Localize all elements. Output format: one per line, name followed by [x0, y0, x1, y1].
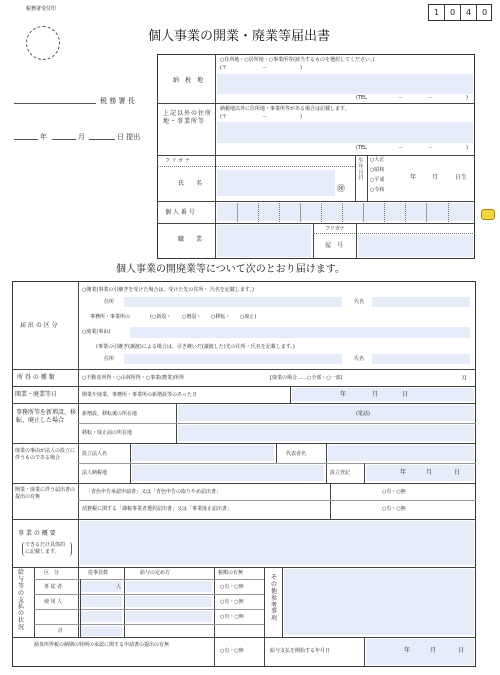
withholding-yes-no[interactable]: ○有・○無 — [220, 648, 244, 654]
other-notes-label: その他参考事項 — [270, 574, 277, 623]
form-title: 個人事業の開業・廃業等届出書 — [148, 29, 331, 44]
salary-row-family: 専 従 者 — [44, 584, 63, 590]
salary-col-tax: 税額の有無 — [218, 570, 244, 576]
old-place-label: 移転・廃止前の所在地 — [82, 430, 133, 436]
successor-name-input[interactable] — [372, 297, 470, 307]
tax-place-option: ○住所地・○居所地・○事業所等(該当するものを選択してください。) — [220, 57, 375, 63]
new-place-label: 新増設、移転後の所在地 — [82, 411, 138, 417]
salary-col-count: 従事員数 — [88, 570, 109, 576]
open-year-label: 年 — [340, 391, 347, 398]
open-option[interactable]: ○開業(事業の引継ぎを受けた場合は、受けた先の住所・ 氏名を記載します。) — [82, 287, 254, 293]
corp-place-label: 法人納税地 — [82, 470, 108, 476]
tel-dash: － — [428, 95, 434, 101]
form-digit: 0 — [482, 8, 488, 17]
transferee-name-input[interactable] — [372, 354, 470, 364]
income-close-note[interactable]: [廃業の場合……○全部・○一部( — [270, 375, 343, 381]
tel-close: ) — [466, 95, 468, 101]
business-summary-input[interactable] — [80, 521, 474, 565]
salary-label: 給与等の支払の状況 — [17, 569, 24, 632]
phone-label: (電話) — [356, 411, 370, 417]
id-number-label: 個 人 番 号 — [165, 209, 195, 216]
consumption-yes-no[interactable]: ○有・○無 — [382, 506, 406, 512]
salary-row-employee: 使 用 人 — [44, 599, 63, 605]
reg-day-label: 日 — [454, 469, 461, 476]
business-summary-label: 事 業 の 概 要 — [18, 530, 56, 537]
stamp-label: 税務署受付印 — [26, 6, 57, 12]
corp-place-input[interactable] — [132, 465, 324, 481]
open-month-label: 月 — [372, 391, 379, 398]
start-month-label: 月 — [430, 647, 437, 654]
total-count-input[interactable] — [80, 626, 122, 636]
occupation-input[interactable] — [217, 225, 311, 257]
comment-icon[interactable] — [481, 209, 495, 220]
birth-label: 生年月日 — [358, 158, 364, 182]
open-date-label: 開業・廃業等日 — [15, 391, 58, 398]
corp-name-label: 設立法人名 — [82, 451, 108, 457]
start-year-label: 年 — [404, 647, 411, 654]
close-note: (事業の引継ぎ(譲渡)による場合は、引き継いだ(譲渡した)先の住所・氏名を記載します。) — [96, 344, 295, 350]
office-option-new[interactable]: (○新設・ — [150, 314, 172, 320]
name-input[interactable] — [217, 170, 335, 196]
form-digit: 4 — [466, 8, 472, 17]
tax-place-label: 納 税 地 — [173, 77, 204, 84]
old-place-input[interactable] — [178, 425, 474, 441]
seal-mark: ㊞ — [337, 184, 345, 193]
submit-day-label: 日 提出 — [117, 133, 141, 141]
submit-month-label: 月 — [78, 133, 85, 141]
tel-dash: － — [398, 145, 404, 151]
business-summary-note: できるだけ具体的に記載します。 — [22, 542, 72, 556]
rep-name-label: 代表者名 — [286, 451, 307, 457]
stamp-circle — [26, 26, 60, 60]
open-day-label: 日 — [402, 391, 409, 398]
name-label: 氏名 — [354, 299, 365, 305]
office-change-label: 事務所等を新増設、移転、廃止した場合 — [16, 409, 77, 425]
salary-start-label: 給与支払を開始する年月日 — [270, 648, 331, 654]
consumption-tax-text: 消費税に関する「課税事業者選択届出書」又は「事業廃止届出書」 — [82, 506, 233, 512]
postal-close: ) — [300, 65, 302, 71]
income-type-options[interactable]: ○不動産所得・○山林所得・○事業(農業)所得 — [82, 375, 184, 381]
tax-office-suffix: 税 務 署 長 — [100, 97, 135, 105]
postal-prefix: (〒 — [220, 114, 227, 120]
successor-address-input[interactable] — [124, 297, 342, 307]
extra-method-input[interactable] — [126, 611, 212, 622]
extra-tax-yes-no[interactable]: ○有・○無 — [220, 614, 244, 620]
form-number-box — [428, 4, 492, 21]
birth-year-label: 年 — [410, 174, 417, 181]
salary-col-category: 区 分 — [44, 570, 60, 576]
employee-method-input[interactable] — [126, 596, 212, 607]
reg-month-label: 月 — [426, 469, 433, 476]
address-label: 住所 — [104, 299, 115, 305]
postal-close: ) — [300, 114, 302, 120]
postal-prefix: (〒 — [220, 65, 227, 71]
tel-label: (TEL — [356, 145, 367, 151]
corp-name-input[interactable] — [132, 445, 274, 461]
extra-count-input[interactable] — [80, 611, 122, 622]
furigana-label: フリガナ — [325, 226, 345, 232]
reg-label: 設立登記 — [330, 470, 351, 476]
count-unit: 人 — [116, 584, 122, 590]
office-option-add[interactable]: ○増設・ — [182, 314, 202, 320]
corporation-label: 廃業の事由が法人の設立に伴うものである場合 — [15, 448, 76, 461]
postal-dash: － — [262, 114, 268, 120]
transferee-address-input[interactable] — [124, 354, 342, 364]
other-notes-input[interactable] — [284, 569, 474, 635]
blue-return-text: 「青色申告承認申請書」又は「青色申告の取りやめ届出書」 — [86, 489, 222, 495]
category-label: 届 出 の 区 分 — [20, 322, 58, 329]
era-option[interactable]: ○昭和 — [370, 167, 385, 173]
other-address-label: 上記以外の住所地・事業所等 — [163, 110, 213, 126]
other-address-input[interactable] — [217, 122, 473, 143]
declaration-text: 個人事業の開廃業等について次のとおり届けます。 — [116, 264, 345, 275]
reg-year-label: 年 — [400, 469, 407, 476]
office-option-close[interactable]: ○廃止) — [240, 314, 257, 320]
tel-dash: － — [428, 145, 434, 151]
tax-filings-label: 開業・廃業に伴う届出書の提出の有無 — [15, 487, 76, 500]
open-date-input[interactable] — [292, 388, 474, 401]
occupation-label: 職 業 — [178, 236, 203, 243]
tel-close: ) — [466, 145, 468, 151]
open-date-desc: 開業や廃業、事務所・事業所の新増設等のあった日 — [82, 392, 197, 398]
tel-label: (TEL — [356, 95, 367, 101]
rep-name-input[interactable] — [328, 445, 474, 461]
salary-col-method: 給与の定め方 — [140, 570, 171, 576]
era-option[interactable]: ○平成 — [370, 177, 385, 183]
employee-tax-yes-no[interactable]: ○有・○無 — [220, 599, 244, 605]
start-day-label: 日 — [458, 647, 465, 654]
withholding-label: 源泉所得税の納期の特例の承認に関する申請書の提出の有無 — [34, 642, 170, 648]
close-reason-input[interactable] — [130, 327, 470, 338]
era-option[interactable]: ○大正 — [370, 157, 385, 163]
name-label: 氏 名 — [178, 180, 203, 187]
family-tax-yes-no[interactable]: ○有・○無 — [220, 584, 244, 590]
office-option-move[interactable]: ○移転・ — [211, 314, 231, 320]
shop-name-label: 屋 号 — [325, 242, 344, 249]
blue-return-yes-no[interactable]: ○有・○無 — [382, 489, 406, 495]
income-type-label: 所 得 の 種 類 — [17, 374, 55, 381]
birth-day-label: 日生 — [455, 174, 468, 181]
other-address-note: 納税地以外に住所地・事業所等がある場合は記載します。 — [220, 106, 350, 112]
close-option[interactable]: ○廃業(事由) — [82, 329, 111, 335]
shop-name-input[interactable] — [358, 235, 473, 257]
income-close-end: )] — [462, 375, 466, 381]
submit-year-label: 年 — [40, 133, 47, 141]
tel-dash: － — [398, 95, 404, 101]
form-digit: 1 — [434, 8, 440, 17]
office-line-prefix: 事務所・事業所の — [90, 314, 131, 320]
tax-place-input[interactable] — [217, 74, 473, 94]
employee-count-input[interactable] — [80, 596, 122, 607]
family-method-input[interactable] — [126, 581, 212, 592]
salary-row-total: 計 — [58, 628, 64, 634]
id-number-input[interactable] — [217, 203, 473, 221]
new-place-input[interactable] — [178, 405, 474, 421]
address-label: 住所 — [104, 356, 115, 362]
birth-month-label: 月 — [432, 174, 439, 181]
postal-dash: － — [262, 65, 268, 71]
era-option[interactable]: ○令和 — [370, 187, 385, 193]
name-label: 氏名 — [354, 356, 365, 362]
form-digit: 0 — [450, 8, 456, 17]
furigana-label: フ リ ガ ナ — [165, 158, 190, 164]
